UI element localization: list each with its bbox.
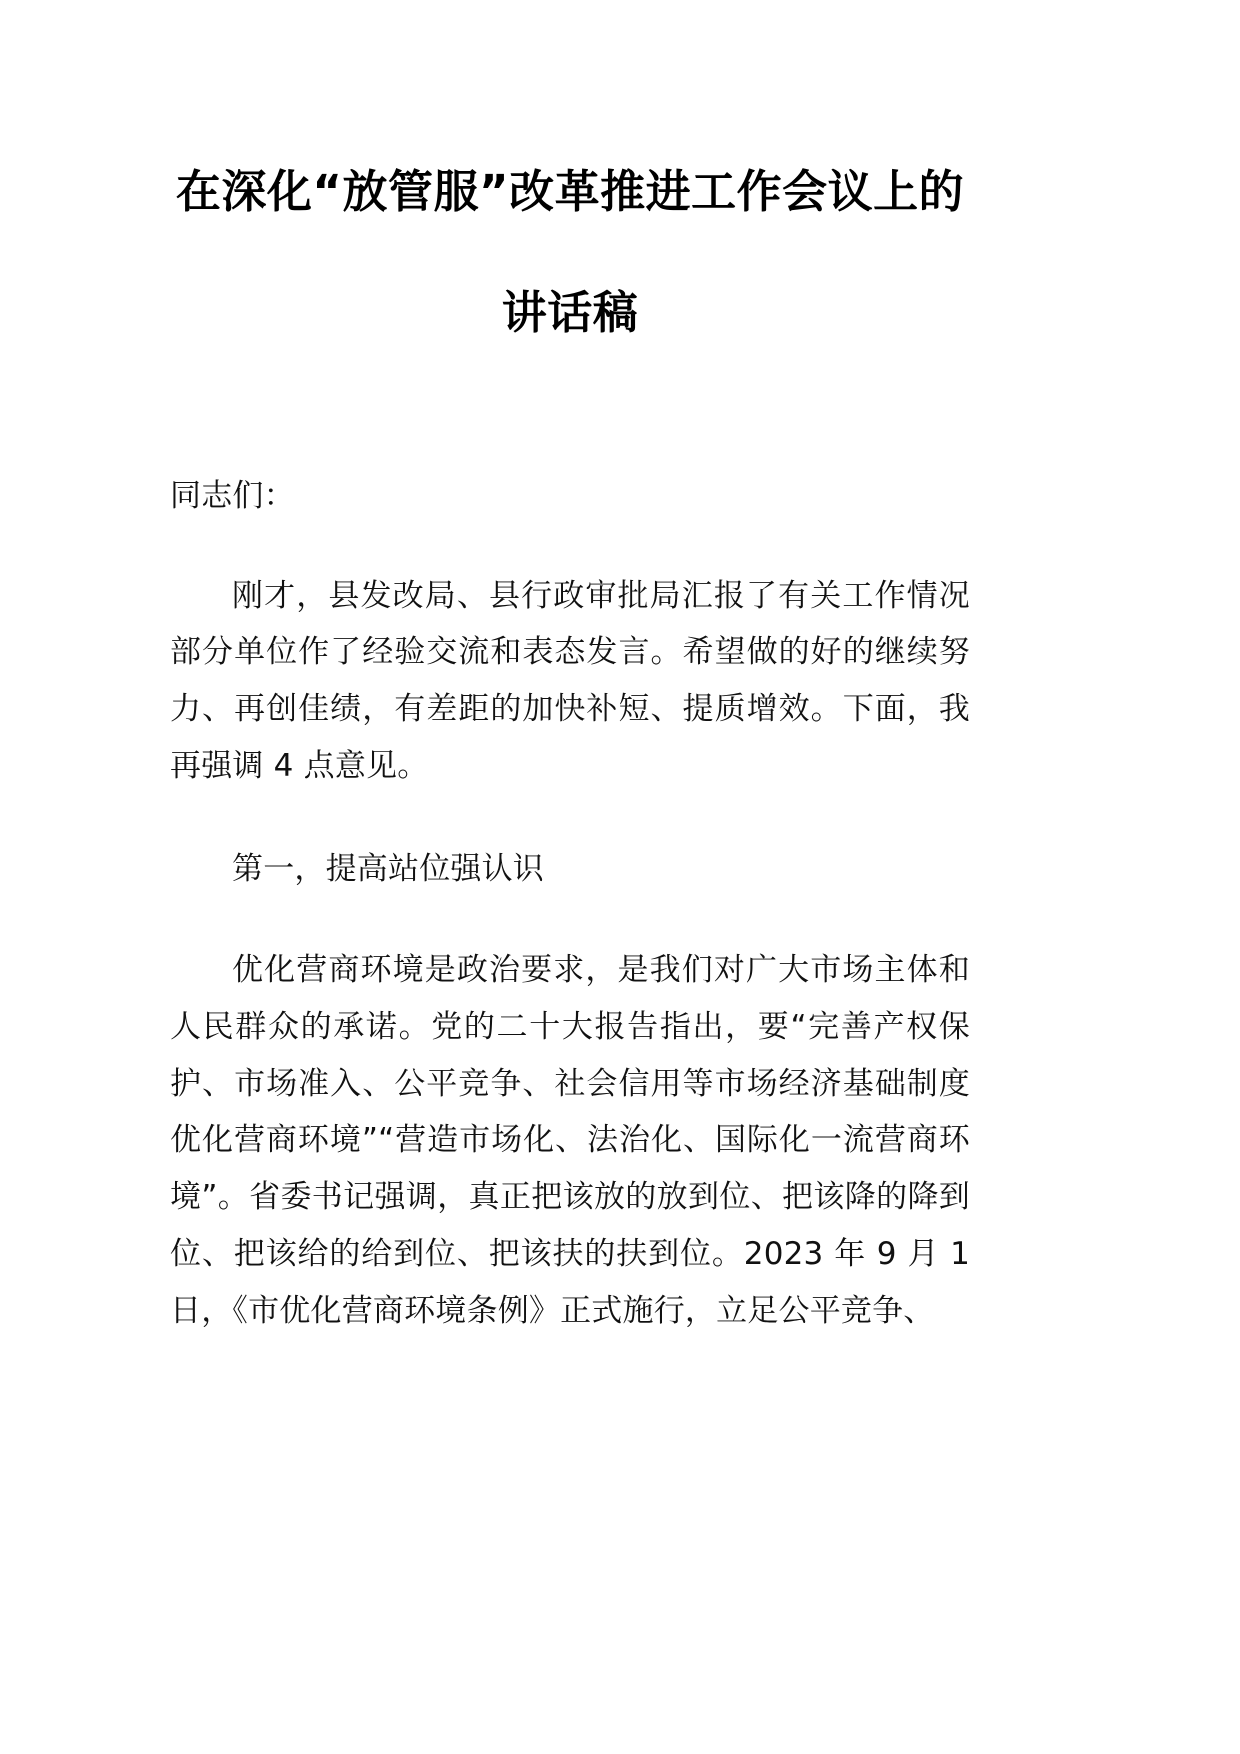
paragraph-opening-remarks: 刚才，县发改局、县行政审批局汇报了有关工作情况部分单位作了经验交流和表态发言。希望做的好的继续努力、再创佳绩，有差距的加快补短、提质增效。下面，我再强调 4 点意见。 xyxy=(170,577,970,784)
section-heading-one: 第一，提高站位强认识 xyxy=(232,850,544,887)
document-title-line-1: 在深化“放管服”改革推进工作会议上的 xyxy=(175,165,965,218)
document-title xyxy=(170,0,970,342)
paragraph-section-one-1: 优化营商环境是政治要求，是我们对广大市场主体和人民群众的承诺。党的二十大报告指出，要“完善产权保护、市场准入、公平竞争、社会信用等市场经济基础制度优化营商环境”“营造市场化、法治化、国际化一流营商环境”。省委书记强调，真正把该放的放到位、把该降的降到位、把该给的给到位、把该扶的扶到位。2023 年 9 月 1 日，《市优化营商环境条例》正式施行，立足公平竞争、 xyxy=(170,952,970,1329)
salutation: 同志们： xyxy=(170,478,295,514)
document-title-line-2: 讲话稿 xyxy=(501,285,639,339)
page-content-column xyxy=(170,0,970,1379)
